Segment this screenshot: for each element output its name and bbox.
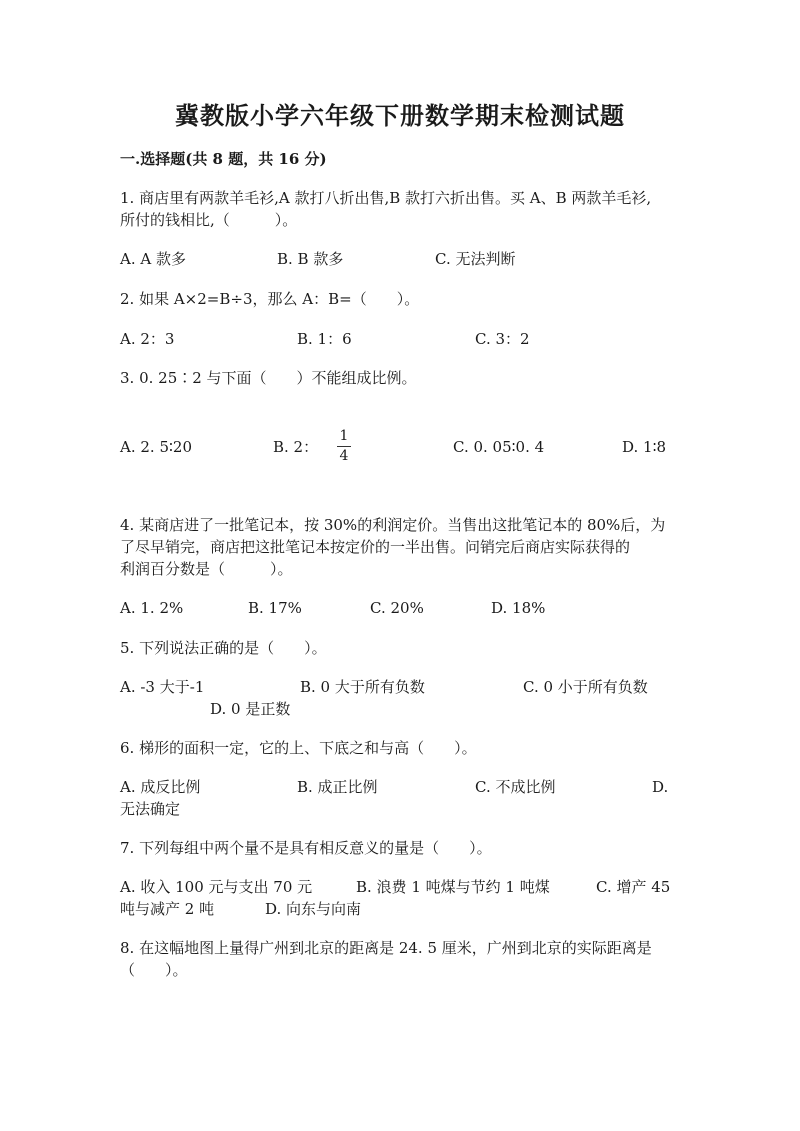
question-6-option-d-text: 无法确定: [120, 800, 181, 818]
question-5-line-1: 5. 下列说法正确的是（ ）。: [120, 639, 327, 657]
fraction-numerator: 1: [339, 428, 349, 444]
question-3-option-c: C. 0. 05∶0. 4: [453, 438, 545, 456]
question-7-option-a: A. 收入 100 元与支出 70 元: [120, 878, 313, 896]
fraction-bar: [337, 446, 351, 447]
question-3-line-1: 3. 0. 25∶2 与下面（ ）不能组成比例。: [120, 369, 417, 387]
question-6-option-a: A. 成反比例: [120, 778, 201, 796]
question-5-option-b: B. 0 大于所有负数: [300, 678, 425, 696]
question-4-line-1: 4. 某商店进了一批笔记本，按 30%的利润定价。当售出这批笔记本的 80%后，为: [120, 516, 666, 534]
question-7-option-c-cont: 吨与减产 2 吨: [120, 900, 215, 918]
question-7-option-c: C. 增产 45: [596, 878, 671, 896]
question-6-option-c: C. 不成比例: [475, 778, 556, 796]
question-3-option-b: B. 2：: [273, 438, 319, 456]
question-2-line-1: 2. 如果 A×2=B÷3，那么 A：B=（ ）。: [120, 290, 420, 308]
question-2-option-a: A. 2：3: [120, 330, 175, 348]
page-title: 冀教版小学六年级下册数学期末检测试题: [175, 101, 625, 130]
section-heading: 一.选择题(共 8 题，共 16 分): [120, 150, 327, 168]
question-3-option-a: A. 2. 5∶20: [120, 438, 192, 456]
question-2-option-c: C. 3：2: [475, 330, 530, 348]
question-5-option-a: A. -3 大于-1: [120, 678, 205, 696]
question-3-option-d: D. 1∶8: [622, 438, 667, 456]
question-8-line-2: （ ）。: [120, 961, 188, 979]
question-3-fraction: [337, 429, 351, 464]
question-6-option-d: D.: [652, 778, 669, 796]
question-4-option-c: C. 20%: [370, 599, 424, 617]
question-4-option-a: A. 1. 2%: [120, 599, 184, 617]
question-1-option-b: B. B 款多: [277, 250, 344, 268]
question-4-line-3: 利润百分数是（ ）。: [120, 560, 293, 578]
question-5-option-c: C. 0 小于所有负数: [523, 678, 648, 696]
question-1-line-2: 所付的钱相比,（ ）。: [120, 211, 298, 229]
question-1-option-a: A. A 款多: [120, 250, 186, 268]
question-8-line-1: 8. 在这幅地图上量得广州到北京的距离是 24. 5 厘米，广州到北京的实际距离是: [120, 939, 652, 957]
question-7-option-d: D. 向东与向南: [265, 900, 362, 918]
question-4-option-d: D. 18%: [491, 599, 546, 617]
question-7-line-1: 7. 下列每组中两个量不是具有相反意义的量是（ ）。: [120, 839, 492, 857]
question-1-option-c: C. 无法判断: [435, 250, 516, 268]
question-4-option-b: B. 17%: [248, 599, 302, 617]
question-6-option-b: B. 成正比例: [297, 778, 378, 796]
question-7-option-b: B. 浪费 1 吨煤与节约 1 吨煤: [356, 878, 550, 896]
fraction-denominator: 4: [339, 448, 349, 464]
question-2-option-b: B. 1：6: [297, 330, 352, 348]
question-4-line-2: 了尽早销完，商店把这批笔记本按定价的一半出售。问销完后商店实际获得的: [120, 538, 631, 556]
question-5-option-d: D. 0 是正数: [210, 700, 291, 718]
question-1-line-1: 1. 商店里有两款羊毛衫,A 款打八折出售,B 款打六折出售。买 A、B 两款羊毛衫,: [120, 189, 652, 207]
question-6-line-1: 6. 梯形的面积一定，它的上、下底之和与高（ ）。: [120, 739, 477, 757]
